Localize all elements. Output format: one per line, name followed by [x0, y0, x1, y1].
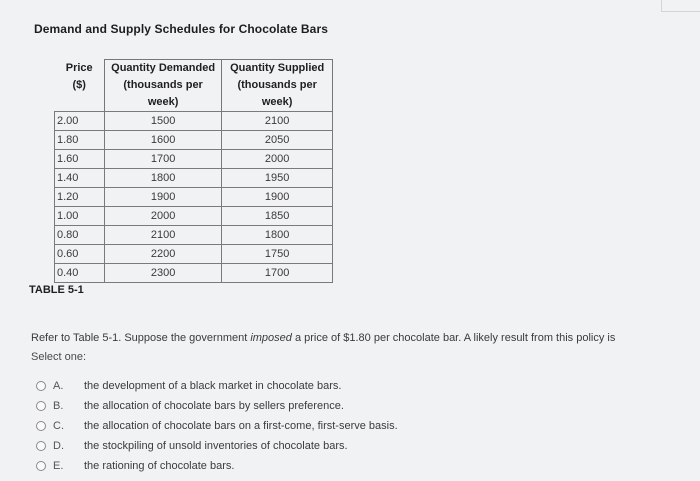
table-row [55, 207, 333, 226]
option-c[interactable] [36, 416, 398, 436]
table-caption: TABLE 5-1 [29, 284, 84, 296]
page-title: Demand and Supply Schedules for Chocolate Bars [34, 22, 328, 36]
table-row [55, 264, 333, 283]
price-cell: 1.00 [55, 207, 105, 226]
price-cell: 0.80 [55, 226, 105, 245]
answer-options [36, 376, 398, 476]
quantity-demanded-cell: 1800 [104, 169, 221, 188]
select-one-label: Select one: [31, 351, 87, 363]
radio-button-d[interactable] [36, 441, 46, 451]
option-text: the allocation of chocolate bars by sellers preference. [84, 400, 344, 412]
question-text-start: Refer to Table 5-1. Suppose the government [31, 332, 251, 344]
table-row [55, 226, 333, 245]
quantity-demanded-cell: 1900 [104, 188, 221, 207]
question-text-end: a price of $1.80 per chocolate bar. A likely result from this policy is [291, 332, 616, 344]
price-cell: 1.60 [55, 150, 105, 169]
option-text: the development of a black market in chocolate bars. [84, 380, 342, 392]
question-emphasis: imposed [250, 332, 292, 344]
price-cell: 1.40 [55, 169, 105, 188]
table-row [55, 131, 333, 150]
quantity-supplied-cell: 1950 [222, 169, 333, 188]
option-text: the rationing of chocolate bars. [84, 460, 235, 472]
radio-button-c[interactable] [36, 421, 46, 431]
radio-button-a[interactable] [36, 381, 46, 391]
price-cell: 0.60 [55, 245, 105, 264]
option-letter: D. [53, 440, 64, 452]
question-text [31, 332, 615, 344]
quantity-demanded-cell: 1700 [104, 150, 221, 169]
quantity-supplied-cell: 2000 [222, 150, 333, 169]
header-qd-line-3: week) [147, 96, 179, 108]
option-letter: A. [53, 380, 64, 392]
radio-button-b[interactable] [36, 401, 46, 411]
option-d[interactable] [36, 436, 398, 456]
option-letter: B. [53, 400, 64, 412]
header-quantity-demanded [104, 60, 221, 112]
schedule-table-container [54, 59, 333, 283]
quantity-supplied-cell: 2050 [222, 131, 333, 150]
schedule-table [54, 59, 333, 283]
quantity-supplied-cell: 2100 [222, 112, 333, 131]
header-quantity-supplied [222, 60, 333, 112]
option-letter: E. [53, 460, 64, 472]
quantity-supplied-cell: 1900 [222, 188, 333, 207]
quantity-demanded-cell: 2300 [104, 264, 221, 283]
quantity-supplied-cell: 1800 [222, 226, 333, 245]
price-cell: 1.80 [55, 131, 105, 150]
quantity-supplied-cell: 1850 [222, 207, 333, 226]
quantity-demanded-cell: 1500 [104, 112, 221, 131]
corner-frame [661, 0, 700, 12]
option-text: the stockpiling of unsold inventories of chocolate bars. [84, 440, 348, 452]
price-cell: 2.00 [55, 112, 105, 131]
header-price-line-1: Price [65, 61, 93, 74]
price-cell: 0.40 [55, 264, 105, 283]
quantity-demanded-cell: 2100 [104, 226, 221, 245]
option-a[interactable] [36, 376, 398, 396]
header-price [55, 60, 105, 112]
radio-button-e[interactable] [36, 461, 46, 471]
table-row [55, 150, 333, 169]
header-qs-line-2: (thousands per [237, 79, 317, 91]
table-row [55, 245, 333, 264]
option-text: the allocation of chocolate bars on a first-come, first-serve basis. [84, 420, 398, 432]
quantity-demanded-cell: 1600 [104, 131, 221, 150]
header-price-line-2: ($) [72, 78, 86, 91]
header-qd-line-1: Quantity Demanded [111, 62, 216, 74]
header-qd-line-2: (thousands per [123, 79, 203, 91]
header-qs-line-1: Quantity Supplied [230, 62, 325, 74]
quantity-demanded-cell: 2200 [104, 245, 221, 264]
option-letter: C. [53, 420, 64, 432]
quantity-supplied-cell: 1700 [222, 264, 333, 283]
header-qs-line-3: week) [261, 96, 293, 108]
price-cell: 1.20 [55, 188, 105, 207]
table-row [55, 112, 333, 131]
option-b[interactable] [36, 396, 398, 416]
quantity-demanded-cell: 2000 [104, 207, 221, 226]
table-row [55, 169, 333, 188]
table-row [55, 188, 333, 207]
option-e[interactable] [36, 456, 398, 476]
quantity-supplied-cell: 1750 [222, 245, 333, 264]
